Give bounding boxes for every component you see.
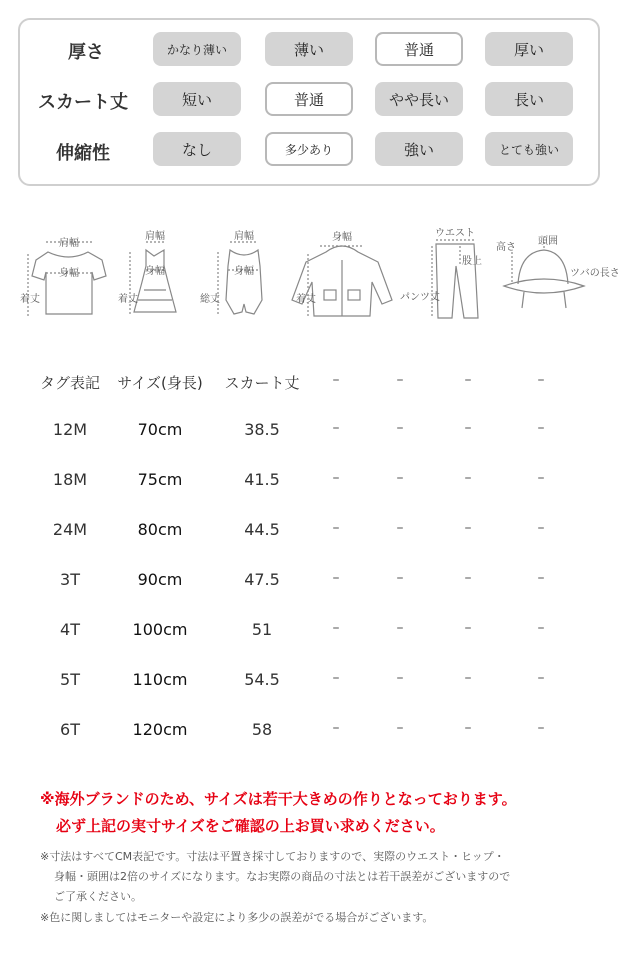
table-cell-skirt-length: 38.5: [244, 420, 280, 439]
table-cell-size: 70cm: [137, 420, 183, 439]
dress-length-label: 着丈: [118, 294, 138, 305]
table-cell-dash: –: [537, 470, 545, 486]
table-cell-skirt-length: 58: [251, 720, 273, 739]
dress-body-label: 身幅: [145, 266, 165, 277]
skirt-length-label: スカート丈: [38, 92, 128, 113]
hat-height-label: 高さ: [496, 242, 516, 253]
pants-waist-label: ウエスト: [435, 228, 475, 239]
jacket-diagram: [280, 226, 404, 326]
table-cell-dash: –: [537, 520, 545, 536]
table-cell-dash: –: [464, 670, 472, 686]
table-cell-dash: –: [332, 470, 340, 486]
table-cell-dash: –: [396, 520, 404, 536]
jacket-illustration-icon: [280, 226, 404, 326]
thickness-label: 厚さ: [68, 42, 104, 63]
romper-diagram: [198, 226, 276, 326]
table-cell-skirt-length: 47.5: [244, 570, 280, 589]
table-cell-tag: 24M: [52, 520, 88, 539]
warning-line-2: 必ず上記の実寸サイズをご確認の上お買い求めください。: [56, 817, 445, 835]
pants-illustration-icon: [400, 226, 492, 326]
romper-shoulder-label: 肩幅: [234, 231, 254, 242]
table-cell-tag: 4T: [60, 620, 80, 639]
table-cell-dash: –: [537, 420, 545, 436]
note-line-4: ※色に関しましてはモニターや設定により多少の誤差がでる場合がございます。: [40, 911, 434, 924]
hat-illustration-icon: [494, 226, 620, 326]
pants-length-label: パンツ丈: [400, 292, 440, 303]
note-line-1: ※寸法はすべてCM表記です。寸法は平置き採寸しておりますので、実際のウエスト・ヒップ・: [40, 850, 505, 863]
table-cell-dash: –: [332, 520, 340, 536]
table-cell-dash: –: [332, 620, 340, 636]
skirt-option-normal-selected: 普通: [265, 82, 353, 116]
table-cell-dash: –: [464, 720, 472, 736]
table-cell-dash: –: [396, 720, 404, 736]
thickness-option-normal-selected: 普通: [375, 32, 463, 66]
tshirt-diagram: [18, 226, 118, 326]
thickness-option-thick: 厚い: [485, 32, 573, 66]
hat-brim-label: ツバの長さ: [570, 268, 620, 279]
table-cell-tag: 12M: [52, 420, 88, 439]
table-header-0: タグ表記: [39, 374, 101, 392]
table-cell-dash: –: [464, 570, 472, 586]
table-header-1: サイズ(身長): [117, 374, 203, 392]
table-cell-dash: –: [396, 470, 404, 486]
table-cell-size: 80cm: [137, 520, 183, 539]
table-cell-dash: –: [332, 670, 340, 686]
table-cell-skirt-length: 51: [251, 620, 273, 639]
table-cell-size: 120cm: [132, 720, 188, 739]
table-cell-dash: –: [464, 420, 472, 436]
thickness-option-thin: 薄い: [265, 32, 353, 66]
table-cell-dash: –: [396, 670, 404, 686]
pants-diagram: [400, 226, 492, 326]
warning-line-1: ※海外ブランドのため、サイズは若干大きめの作りとなっております。: [40, 790, 517, 808]
tshirt-length-label: 着丈: [20, 294, 40, 305]
table-cell-dash: –: [332, 720, 340, 736]
skirt-option-somewhat-long: やや長い: [375, 82, 463, 116]
table-cell-tag: 5T: [60, 670, 80, 689]
table-cell-size: 100cm: [132, 620, 188, 639]
table-header-2: スカート丈: [224, 374, 300, 392]
table-cell-skirt-length: 54.5: [244, 670, 280, 689]
romper-length-label: 総丈: [200, 294, 220, 305]
table-cell-dash: –: [464, 620, 472, 636]
table-cell-skirt-length: 44.5: [244, 520, 280, 539]
table-cell-size: 75cm: [137, 470, 183, 489]
table-cell-size: 90cm: [137, 570, 183, 589]
stretch-option-very-strong: とても強い: [485, 132, 573, 166]
table-cell-dash: –: [537, 720, 545, 736]
stretch-option-none: なし: [153, 132, 241, 166]
table-cell-dash: –: [537, 570, 545, 586]
pants-rise-label: 股上: [462, 256, 482, 267]
dress-illustration-icon: [118, 226, 190, 326]
dress-diagram: [118, 226, 190, 326]
tshirt-illustration-icon: [18, 226, 118, 326]
dress-shoulder-label: 肩幅: [145, 231, 165, 242]
table-cell-dash: –: [464, 470, 472, 486]
tshirt-shoulder-label: 肩幅: [59, 238, 79, 249]
stretch-label: 伸縮性: [56, 143, 110, 164]
table-header-dash: –: [464, 372, 472, 388]
table-header-dash: –: [537, 372, 545, 388]
table-cell-dash: –: [537, 670, 545, 686]
skirt-option-short: 短い: [153, 82, 241, 116]
thickness-option-very-thin: かなり薄い: [153, 32, 241, 66]
table-cell-dash: –: [332, 570, 340, 586]
table-cell-dash: –: [396, 420, 404, 436]
note-line-2: 身幅・頭囲は2倍のサイズになります。なお実際の商品の寸法とは若干誤差がございますので: [54, 870, 511, 883]
hat-head-label: 頭囲: [538, 236, 558, 247]
jacket-body-label: 身幅: [332, 232, 352, 243]
table-cell-dash: –: [396, 570, 404, 586]
jacket-length-label: 着丈: [296, 294, 316, 305]
table-cell-dash: –: [332, 420, 340, 436]
romper-body-label: 身幅: [234, 266, 254, 277]
table-cell-tag: 3T: [60, 570, 80, 589]
table-cell-dash: –: [464, 520, 472, 536]
table-cell-tag: 6T: [60, 720, 80, 739]
table-cell-size: 110cm: [132, 670, 188, 689]
hat-diagram: [494, 226, 620, 326]
table-header-dash: –: [396, 372, 404, 388]
table-cell-tag: 18M: [52, 470, 88, 489]
table-cell-skirt-length: 41.5: [244, 470, 280, 489]
note-line-3: ご了承ください。: [54, 890, 142, 903]
tshirt-body-label: 身幅: [59, 268, 79, 279]
romper-illustration-icon: [198, 226, 276, 326]
skirt-option-long: 長い: [485, 82, 573, 116]
table-cell-dash: –: [396, 620, 404, 636]
stretch-option-strong: 強い: [375, 132, 463, 166]
stretch-option-some-selected: 多少あり: [265, 132, 353, 166]
table-header-dash: –: [332, 372, 340, 388]
table-cell-dash: –: [537, 620, 545, 636]
